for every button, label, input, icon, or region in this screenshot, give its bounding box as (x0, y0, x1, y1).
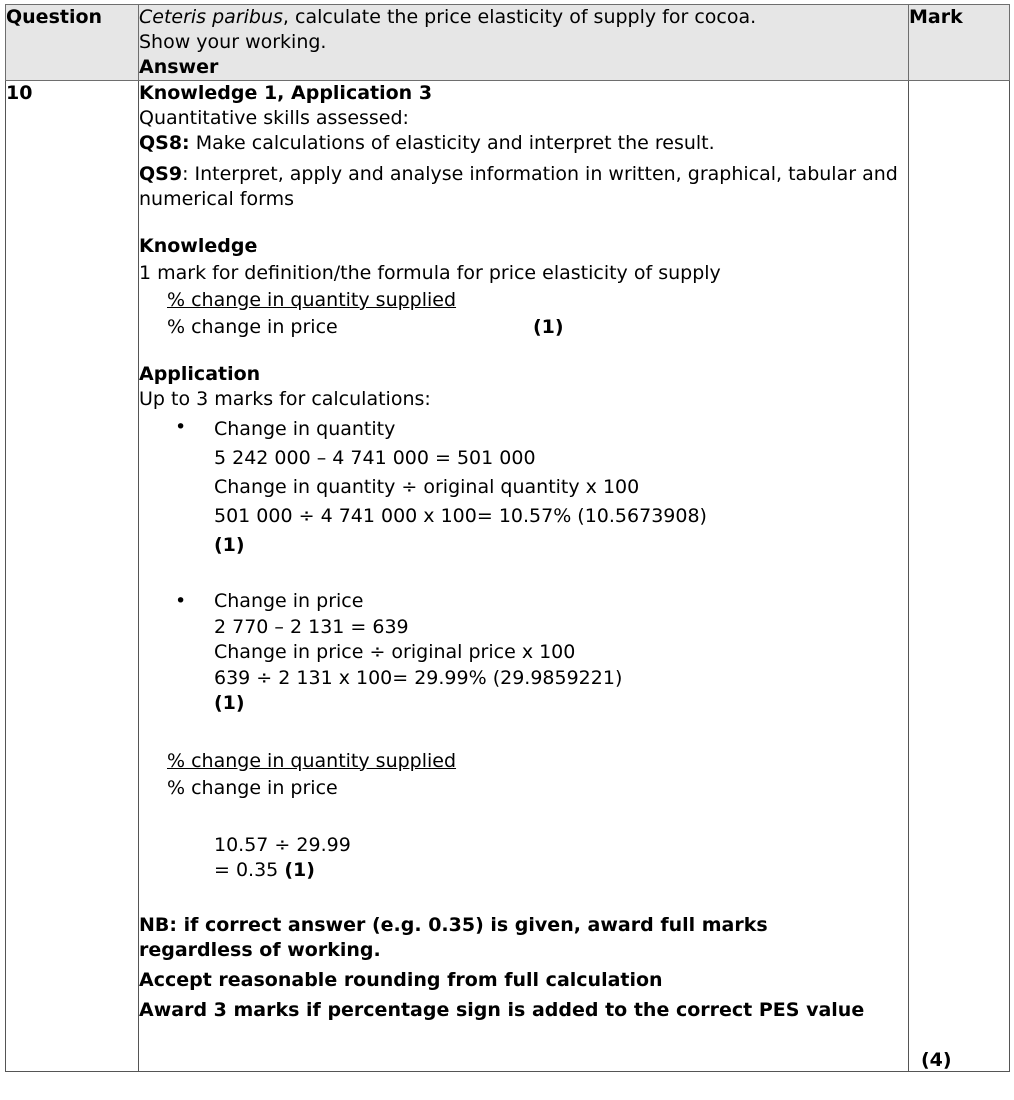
question-prompt (139, 5, 909, 81)
knowledge-mark: (1) (533, 316, 564, 338)
knowledge-text: 1 mark for definition/the formula for price elasticity of supply (139, 262, 721, 284)
calc-line: 10.57 ÷ 29.99 (214, 833, 351, 856)
pes-formula (139, 749, 908, 801)
bullet-line: 2 770 – 2 131 = 639 (214, 615, 409, 638)
note-percent: Award 3 marks if percentage sign is added to the correct PES value (139, 998, 865, 1021)
prompt-text: , calculate the price elasticity of supply for cocoa. (282, 6, 757, 28)
question-number-text: 10 (6, 82, 33, 104)
answer-row (6, 81, 1010, 1072)
mark-header-label: Mark (909, 6, 963, 28)
bullet-line: 5 242 000 – 4 741 000 = 501 000 (214, 447, 536, 469)
prompt-line2: Show your working. (139, 31, 327, 53)
bullet-icon: • (175, 590, 187, 612)
mark-cell (909, 81, 1010, 1072)
formula-denominator: % change in price (167, 316, 338, 338)
qs9-text: : Interpret, apply and analyse information in written, graphical, tabular and numerical forms (139, 163, 898, 210)
formula-denominator: % change in price (167, 776, 338, 799)
header-row (6, 5, 1010, 81)
bullet-line: 501 000 ÷ 4 741 000 x 100= 10.57% (10.5673908) (214, 505, 707, 527)
prompt-italic: Ceteris paribus (139, 6, 283, 28)
total-mark: (4) (921, 1049, 952, 1071)
qs8-line (139, 131, 908, 156)
knowledge-formula (139, 288, 908, 340)
bullet-quantity (139, 415, 908, 560)
qs-intro: Quantitative skills assessed: (139, 107, 409, 129)
marks-breakdown-title: Knowledge 1, Application 3 (139, 82, 433, 104)
answer-content (139, 81, 909, 1072)
qs8-text: Make calculations of elasticity and interpret the result. (189, 132, 715, 154)
bullet-line: 639 ÷ 2 131 x 100= 29.99% (29.9859221) (214, 666, 623, 689)
mark-header (909, 5, 1010, 81)
calc-result: = 0.35 (214, 858, 285, 881)
formula-numerator: % change in quantity supplied (167, 749, 457, 772)
bullet-line: Change in quantity ÷ original quantity x 100 (214, 476, 640, 498)
formula-numerator: % change in quantity supplied (167, 289, 457, 311)
application-heading: Application (139, 363, 261, 385)
bullet-title: Change in price (214, 590, 364, 612)
qs9-label: QS9 (139, 163, 183, 185)
knowledge-heading: Knowledge (139, 235, 258, 257)
final-calculation (139, 833, 908, 883)
answer-label: Answer (139, 56, 219, 78)
question-header-label: Question (6, 6, 103, 28)
note-nb: NB: if correct answer (e.g. 0.35) is given, award full marks regardless of working. (139, 913, 768, 961)
mark-scheme-table (5, 4, 1010, 1072)
bullet-mark: (1) (214, 534, 245, 556)
bullet-icon: • (175, 416, 187, 438)
bullet-price (139, 589, 908, 717)
bullet-title: Change in quantity (214, 418, 396, 440)
application-intro: Up to 3 marks for calculations: (139, 388, 431, 410)
qs8-label: QS8: (139, 132, 190, 154)
calc-mark: (1) (284, 858, 315, 881)
bullet-line: Change in price ÷ original price x 100 (214, 641, 576, 663)
question-header (6, 5, 139, 81)
question-number (6, 81, 139, 1072)
qs9-line (139, 162, 908, 212)
bullet-mark: (1) (214, 692, 245, 714)
note-rounding: Accept reasonable rounding from full calculation (139, 968, 663, 991)
